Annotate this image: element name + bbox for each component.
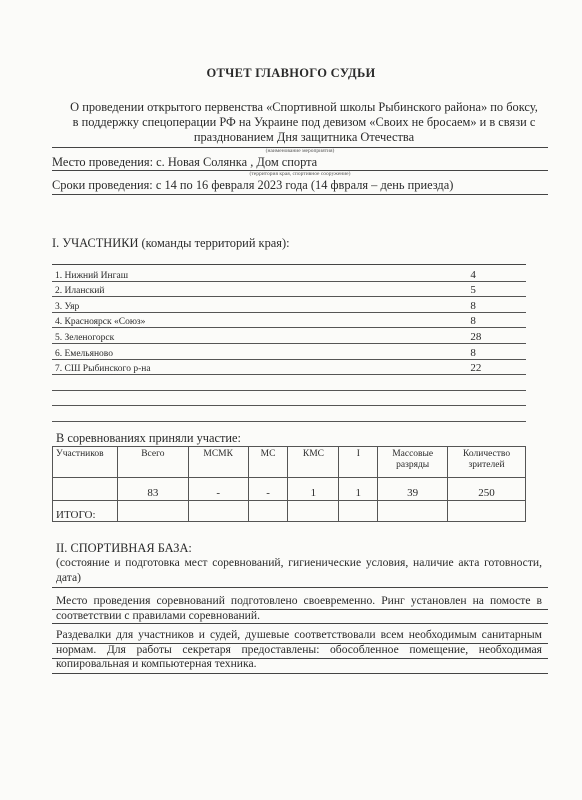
team-count (164, 406, 526, 422)
value-mass-ranks: 39 (378, 478, 448, 501)
section2-rule-1 (52, 587, 548, 588)
paragraph2-rule-3 (52, 673, 548, 674)
team-name (52, 375, 164, 391)
report-title: ОТЧЕТ ГЛАВНОГО СУДЬИ (206, 66, 376, 80)
header-first-rank: I (339, 447, 378, 478)
table-row (52, 328, 526, 344)
total-cell (288, 501, 339, 522)
table-row (52, 297, 526, 313)
team-count: 8 (164, 297, 526, 313)
header-mass-ranks: Массовые разряды (378, 447, 448, 478)
teams-table (52, 266, 526, 422)
paragraph2-rule-1 (52, 643, 548, 644)
value-spectators: 250 (448, 478, 526, 501)
section2-title: II. СПОРТИВНАЯ БАЗА: (56, 541, 192, 555)
team-count: 4 (164, 266, 526, 281)
paragraph1-rule-1 (52, 609, 548, 610)
participation-title: В соревнованиях приняли участие: (56, 431, 241, 445)
venue-field: Место проведения: с. Новая Солянка , Дом спорта (52, 155, 318, 169)
participation-table (52, 446, 526, 522)
paragraph-facilities: Раздевалки для участников и судей, душевые соответствовали всем необходимым санитарным нормам. Для работы секретаря предоставлены: обособленное помещение, необходимая копировальная и компьютерная техника. (56, 628, 542, 671)
team-count: 22 (164, 359, 526, 375)
table-row (52, 390, 526, 406)
event-name-caption: (наименование мероприятия) (265, 148, 335, 154)
total-cell (378, 501, 448, 522)
event-name: О проведении открытого первенства «Спортивной школы Рыбинского района» по боксу, в поддержку спецоперации РФ на Украине под девизом «Своих не бросаем» и в связи с празднованием Дня защитника Отечества (70, 100, 538, 144)
header-ms: МС (248, 447, 288, 478)
team-name: 4. Красноярск «Союз» (52, 312, 164, 328)
table-total-row (53, 501, 526, 522)
value-first-rank: 1 (339, 478, 378, 501)
value-total: 83 (117, 478, 188, 501)
team-name: 5. Зеленогорск (52, 328, 164, 344)
total-cell (448, 501, 526, 522)
team-name (52, 406, 164, 422)
section1-title: I. УЧАСТНИКИ (команды территорий края): (52, 236, 290, 250)
table-row (52, 375, 526, 391)
team-count: 5 (164, 281, 526, 297)
team-count (164, 390, 526, 406)
team-name: 6. Емельяново (52, 343, 164, 359)
total-cell (117, 501, 188, 522)
team-name (52, 390, 164, 406)
table-row (52, 343, 526, 359)
team-name: 1. Нижний Ингаш (52, 266, 164, 281)
table-row (53, 478, 526, 501)
value-msmk: - (188, 478, 248, 501)
table-row (52, 281, 526, 297)
table-row (52, 359, 526, 375)
header-kms: КМС (288, 447, 339, 478)
team-name: 7. СШ Рыбинского р-на (52, 359, 164, 375)
team-count (164, 375, 526, 391)
teams-top-rule (52, 264, 526, 265)
table-row (52, 266, 526, 281)
value-participants (53, 478, 118, 501)
table-header-row (53, 447, 526, 478)
table-row (52, 312, 526, 328)
team-name: 3. Уяр (52, 297, 164, 313)
header-msmk: МСМК (188, 447, 248, 478)
paragraph1-rule-2 (52, 623, 548, 624)
header-spectators: Количество зрителей (448, 447, 526, 478)
team-count: 28 (164, 328, 526, 344)
total-cell (339, 501, 378, 522)
total-cell (248, 501, 288, 522)
section2-description: (состояние и подготовка мест соревнований, гигиенические условия, наличие акта готовности, дата) (56, 556, 542, 584)
paragraph2-rule-2 (52, 658, 548, 659)
team-count: 8 (164, 312, 526, 328)
venue-caption: (территория края, спортивное сооружение) (249, 171, 351, 177)
team-count: 8 (164, 343, 526, 359)
header-participants: Участников (53, 447, 118, 478)
value-kms: 1 (288, 478, 339, 501)
team-name: 2. Иланский (52, 281, 164, 297)
total-cell (188, 501, 248, 522)
dates-underline (52, 194, 548, 195)
dates-field: Сроки проведения: с 14 по 16 февраля 2023 года (14 фвраля – день приезда) (52, 178, 454, 192)
header-total: Всего (117, 447, 188, 478)
value-ms: - (248, 478, 288, 501)
paragraph-venue-ready: Место проведения соревнований подготовлено своевременно. Ринг установлен на помосте в соответствии с правилами соревнований. (56, 594, 542, 622)
total-label: ИТОГО: (53, 501, 118, 522)
table-row (52, 406, 526, 422)
